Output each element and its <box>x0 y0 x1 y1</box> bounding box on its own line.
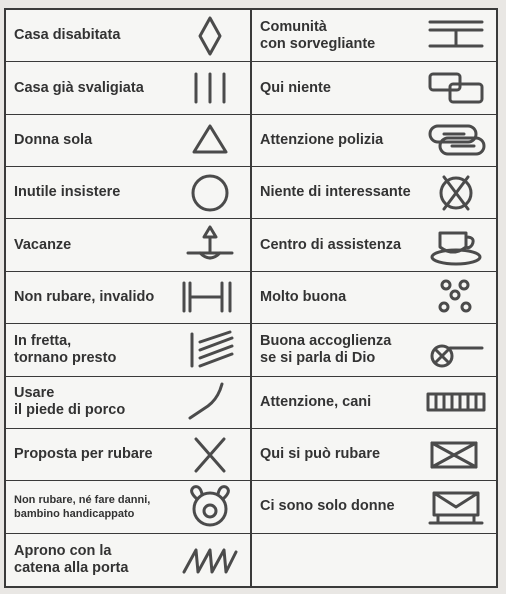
sign-label: In fretta, tornano presto <box>14 332 117 366</box>
sign-label: Non rubare, né fare danni, bambino handicappato <box>14 493 151 520</box>
diamond-icon <box>170 10 250 61</box>
sign-label: Niente di interessante <box>260 184 411 201</box>
handcuffs-icon <box>416 115 496 166</box>
zigzag-scribble-icon <box>170 534 250 586</box>
arrow-up-base-icon <box>170 219 250 270</box>
table-cell <box>6 324 252 376</box>
crossed-circle-icon <box>416 167 496 218</box>
hobo-signs-table <box>4 8 498 588</box>
table-cell <box>252 481 496 533</box>
comb-rectangle-icon <box>416 377 496 428</box>
three-bars-icon <box>170 62 250 113</box>
sign-label: Buona accoglienza se si parla di Dio <box>260 332 392 366</box>
x-icon <box>170 429 250 480</box>
rectangle-x-icon <box>416 429 496 480</box>
table-cell <box>6 429 252 481</box>
circle-cross-line-icon <box>416 324 496 375</box>
table-cell <box>252 272 496 324</box>
sign-label: Donna sola <box>14 131 93 148</box>
table-cell <box>252 115 496 167</box>
table-cell <box>6 272 252 324</box>
table-cell <box>6 10 252 62</box>
hatched-lines-icon <box>170 324 250 375</box>
i-beam-icon <box>416 10 496 61</box>
box-shelf-icon <box>416 481 496 532</box>
table-cell <box>252 324 496 376</box>
sign-label: Molto buona <box>260 288 347 305</box>
sign-grid <box>6 10 496 586</box>
table-cell <box>6 219 252 271</box>
sign-label: Qui niente <box>260 79 331 96</box>
sign-label: Inutile insistere <box>14 184 121 201</box>
table-cell-empty <box>252 534 496 586</box>
table-cell <box>6 115 252 167</box>
sign-label: Casa già svaligiata <box>14 79 144 96</box>
table-cell <box>252 377 496 429</box>
sign-label: Centro di assistenza <box>260 236 402 253</box>
table-cell <box>6 62 252 114</box>
table-cell <box>252 10 496 62</box>
sign-label: Comunità con sorvegliante <box>260 18 376 52</box>
bars-dash-bars-icon <box>170 272 250 323</box>
cup-icon <box>416 219 496 270</box>
sign-label: Casa disabitata <box>14 27 121 44</box>
sign-label: Attenzione polizia <box>260 131 384 148</box>
sign-label: Vacanze <box>14 236 72 253</box>
sign-label: Qui si può rubare <box>260 446 381 463</box>
triangle-icon <box>170 115 250 166</box>
sign-label: Aprono con la catena alla porta <box>14 542 129 576</box>
sign-label: Usare il piede di porco <box>14 385 126 419</box>
table-cell <box>252 167 496 219</box>
bear-face-icon <box>170 481 250 532</box>
table-cell <box>252 62 496 114</box>
table-cell <box>252 429 496 481</box>
table-cell <box>6 481 252 533</box>
table-cell <box>252 219 496 271</box>
crowbar-icon <box>170 377 250 428</box>
table-cell <box>6 167 252 219</box>
sign-label: Proposta per rubare <box>14 446 153 463</box>
five-dots-icon <box>416 272 496 323</box>
table-cell <box>6 534 252 586</box>
sign-label: Attenzione, cani <box>260 393 372 410</box>
sign-label: Non rubare, invalido <box>14 288 155 305</box>
sign-label: Ci sono solo donne <box>260 498 395 515</box>
circle-icon <box>170 167 250 218</box>
linked-rectangles-icon <box>416 62 496 113</box>
table-cell <box>6 377 252 429</box>
